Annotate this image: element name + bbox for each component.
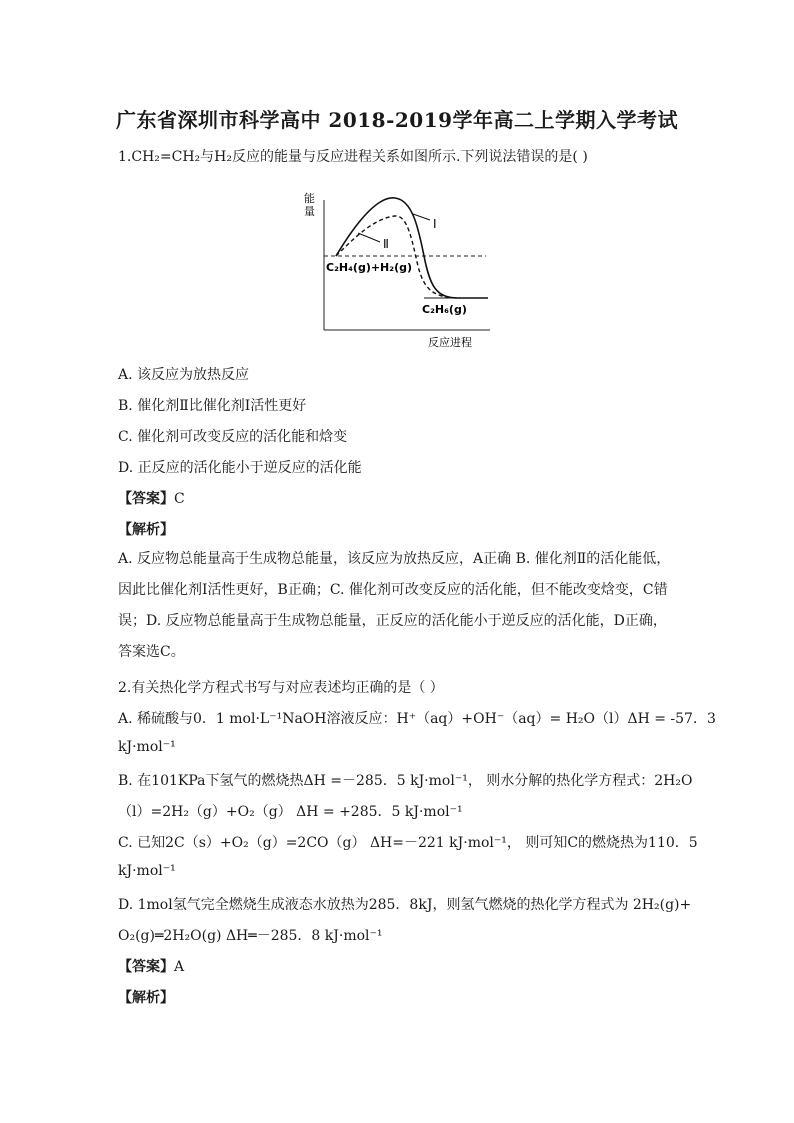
q1-option-d: D. 正反应的活化能小于逆反应的活化能 [118,460,362,476]
curve-1-label: Ⅰ [433,217,437,231]
q1-analysis-text: A. 反应物总能量高于生成物总能量，该反应为放热反应，A正确 B. 催化剂Ⅱ的活化能低，因此比催化剂Ⅰ活性更好，B正确；C. 催化剂可改变反应的活化能，但不能改变焓变，C错误；D. 反应物总能量高于生成物总能量，正反应的活化能小于逆反应的活化能，D正确，答案选C。 [118,551,671,660]
q2-option-c-line2: kJ·mol⁻¹ [118,863,176,879]
curve-2-leader [358,233,380,242]
curve-1-leader [413,214,430,220]
q1-analysis-tag: 【解析】 [118,522,174,538]
q2-option-d-line2: O₂(g)═2H₂O(g) ΔH═－285．8 kJ·mol⁻¹ [118,928,383,944]
q1-option-b: B. 催化剂Ⅱ比催化剂Ⅰ活性更好 [118,398,307,414]
question-2-stem: 2.有关热化学方程式书写与对应表述均正确的是（ ） [118,680,444,696]
q1-answer [118,488,185,508]
q2-answer-value: A [174,959,185,975]
curve-2-label: Ⅱ [383,237,389,251]
q2-option-b-line1: B. 在101KPa下氢气的燃烧热ΔH =－285．5 kJ·mol⁻¹， 则水分解的热化学方程式：2H₂O [118,773,693,789]
q2-option-c-line1: C. 已知2C（s）+O₂（g）=2CO（g） ΔH=－221 kJ·mol⁻¹， 则可知C的燃烧热为110．5 [118,835,698,851]
q1-answer-value: C [174,491,185,507]
q2-option-a-line2: kJ·mol⁻¹ [118,739,176,755]
y-axis-label-2: 量 [304,205,315,218]
q2-option-d-line1: D. 1mol氢气完全燃烧生成液态水放热为285．8kJ，则氢气燃烧的热化学方程式为 2H₂(g)+ [118,897,692,913]
x-axis-label: 反应进程 [428,336,472,349]
q2-analysis-tag: 【解析】 [118,990,174,1006]
energy-diagram [300,186,500,352]
q1-answer-tag: 【答案】 [118,491,174,507]
q2-option-a-line1: A. 稀硫酸与0．1 mol·L⁻¹NaOH溶液反应：H⁺（aq）+OH⁻（aq）= H₂O（l）ΔH = -57．3 [118,711,716,727]
product-label: C₂H₆(g) [422,303,467,316]
curve-1 [336,198,488,298]
question-1-stem: 1.CH₂=CH₂与H₂反应的能量与反应进程关系如图所示.下列说法错误的是( ) [118,149,588,165]
q1-option-a: A. 该反应为放热反应 [118,367,250,383]
q2-answer [118,956,184,976]
q1-option-c: C. 催化剂可改变反应的活化能和焓变 [118,429,348,445]
document-title: 广东省深圳市科学高中 2018-2019学年高二上学期入学考试 [115,108,679,132]
reactant-label: C₂H₄(g)+H₂(g) [326,261,413,274]
y-axis-label-1: 能 [304,192,315,205]
q2-answer-tag: 【答案】 [118,959,174,975]
q2-option-b-line2: （l）=2H₂（g）+O₂（g） ΔH = +285．5 kJ·mol⁻¹ [118,804,463,820]
